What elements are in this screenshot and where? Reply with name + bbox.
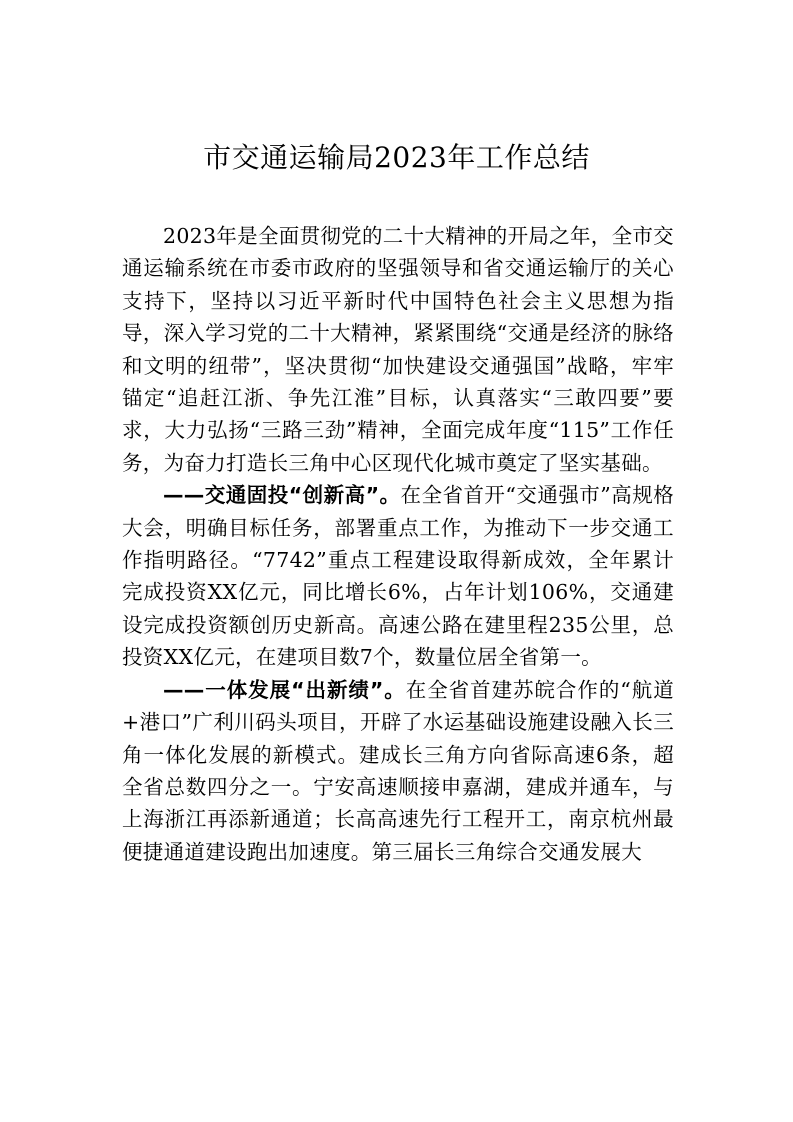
document-body — [122, 220, 674, 868]
paragraph-intro-text: 2023年是全面贯彻党的二十大精神的开局之年，全市交通运输系统在市委市政府的坚强领导和省交通运输厅的关心支持下，坚持以习近平新时代中国特色社会主义思想为指导，深入学习党的二十大精神，紧紧围绕“交通是经济的脉络和文明的纽带”，坚决贯彻“加快建设交通强国”战略，牢牢锚定“追赶江浙、争先江淮”目标，认真落实“三敢四要”要求，大力弘扬“三路三劲”精神，全面完成年度“115”工作任务，为奋力打造长三角中心区现代化城市奠定了坚实基础。 — [122, 224, 674, 475]
paragraph-investment-text: 在全省首开“交通强市”高规格大会，明确目标任务，部署重点工作，为推动下一步交通工作指明路径。“7742”重点工程建设取得新成效，全年累计完成投资XX亿元，同比增长6%，占年计划106%，交通建设完成投资额创历史新高。高速公路在建里程235公里，总投资XX亿元，在建项目数7个，数量位居全省第一。 — [122, 483, 674, 670]
paragraph-integration-heading: ——一体发展“出新绩”。 — [163, 677, 406, 702]
paragraph-intro — [122, 220, 674, 479]
paragraph-investment — [122, 479, 674, 673]
paragraph-integration — [122, 674, 674, 868]
document-title: 市交通运输局2023年工作总结 — [203, 141, 590, 174]
paragraph-investment-heading: ——交通固投“创新高”。 — [163, 483, 401, 508]
paragraph-integration-text: 在全省首建苏皖合作的“航道+港口”广利川码头项目，开辟了水运基础设施建设融入长三角一体化发展的新模式。建成长三角方向省际高速6条，超全省总数四分之一。宁安高速顺接申嘉湖，建成并通车，与上海浙江再添新通道；长高高速先行工程开工，南京杭州最便捷通道建设跑出加速度。第三届长三角综合交通发展大 — [122, 677, 674, 864]
